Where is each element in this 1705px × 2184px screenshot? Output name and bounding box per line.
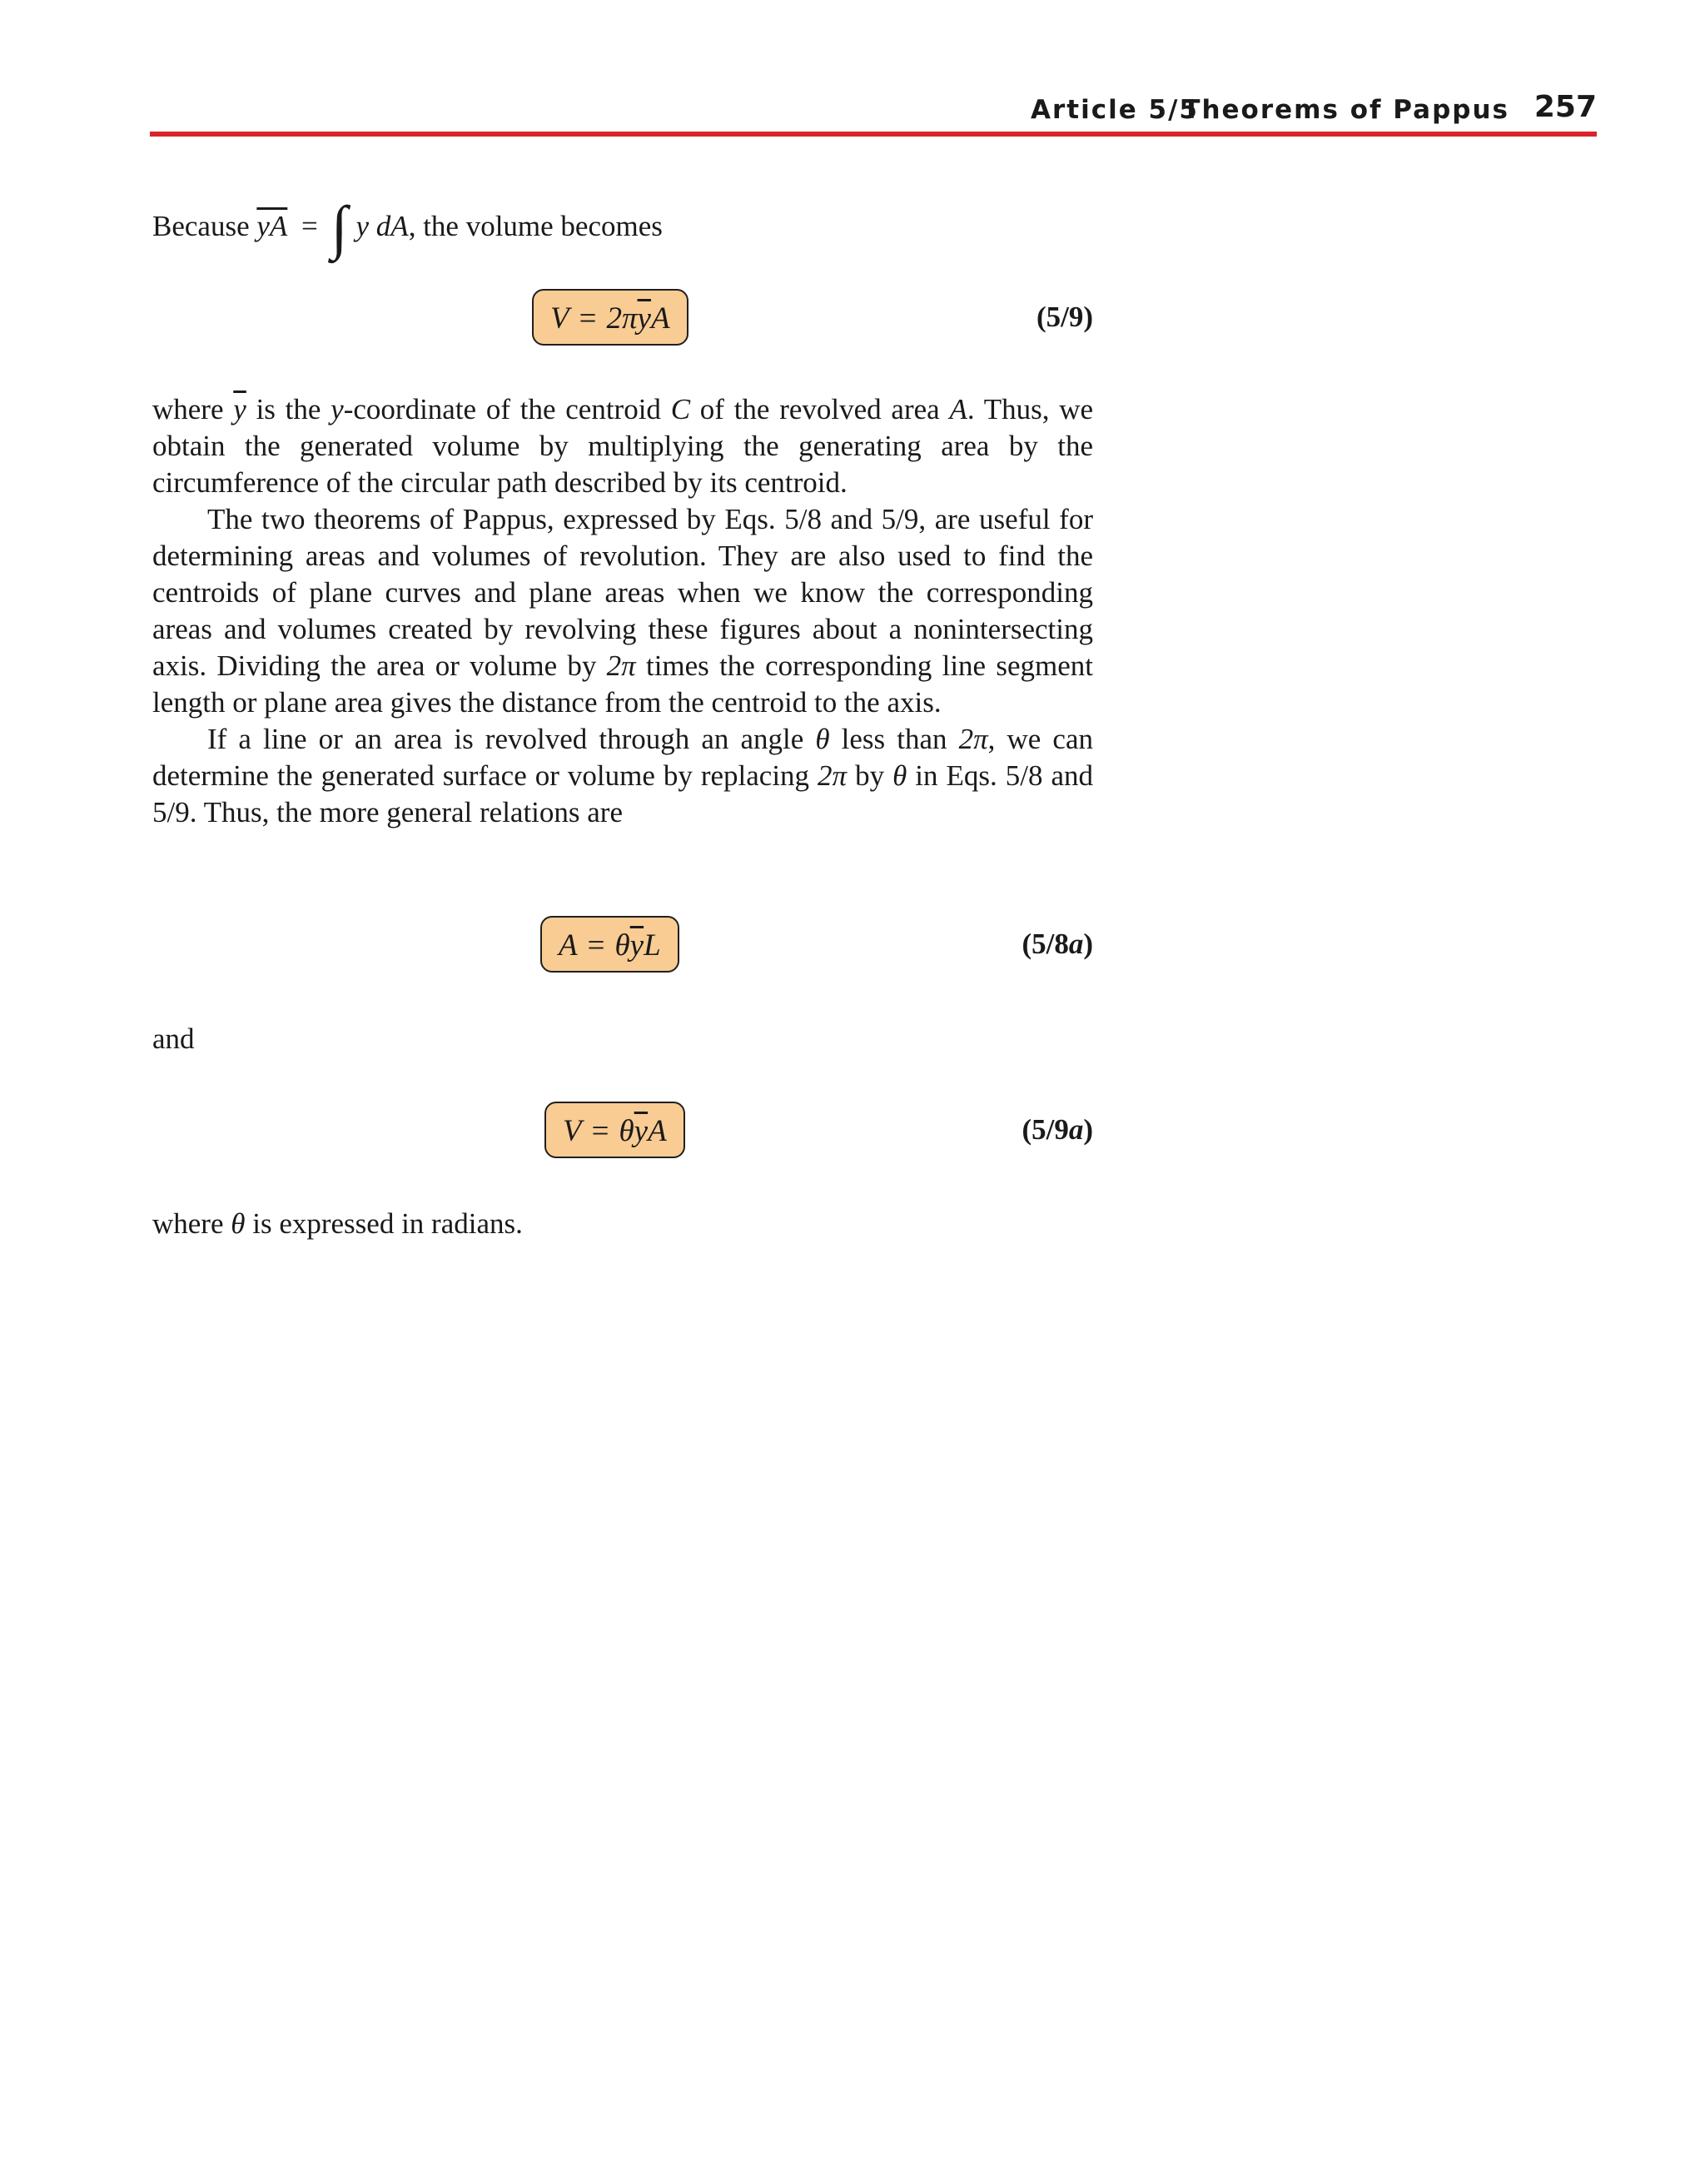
section-title: Theorems of Pappus [1182,95,1509,125]
equation-box: $V = 2\pi\overline{y}A$ [532,289,688,346]
integrand: y dA [355,210,409,242]
header-rule [150,132,1597,137]
equation-5-9a [152,1102,1093,1162]
intro-sentence: Because $\overline{yA}$ = ∫ y dA, the volume becomes [152,194,663,261]
equation-number: (5/8a) [1022,928,1093,960]
y-bar: $\overline{yA}$ [256,210,288,242]
article-number: Article 5/5 [1030,95,1199,125]
equation-5-8a [152,916,1093,976]
paragraph-2: The two theorems of Pappus, expressed by Eqs. 5/8 and 5/9, are useful for determining areas and volumes of revolution. They are also used to find the centroids of plane curves and plane areas when we know the corresponding areas and volumes created by revolving these figures about a nonintersecting axis. Dividing the area or volume by 2π times the corresponding line segment length or plane area gives the distance from the centroid to the axis. [152,503,1094,719]
equation-box: $V = \theta\overline{y}A$ [544,1102,685,1158]
equation-5-9 [152,289,1093,349]
paragraph-1: where $\overline{y}$ is the y-coordinate of the centroid C of the revolved area A. Thus, we obtain the generated volume by multiplying the generating area by the circumference of the circular path described by its centroid. [152,393,1094,499]
integral-symbol: ∫ [331,194,348,261]
equation-number: (5/9) [1036,301,1093,333]
closing-sentence: where θ is expressed in radians. [152,1207,523,1240]
equation-number: (5/9a) [1022,1113,1093,1146]
equation-box: $A = \theta\overline{y}L$ [540,916,679,973]
and-connector: and [152,1022,195,1055]
body-text [152,391,1093,831]
page-number: 257 [1534,90,1597,124]
running-head [150,88,1597,130]
paragraph-3: If a line or an area is revolved through an angle θ less than 2π, we can determine the generated surface or volume by replacing 2π by θ in Eqs. 5/8 and 5/9. Thus, the more general relations are [152,723,1094,828]
